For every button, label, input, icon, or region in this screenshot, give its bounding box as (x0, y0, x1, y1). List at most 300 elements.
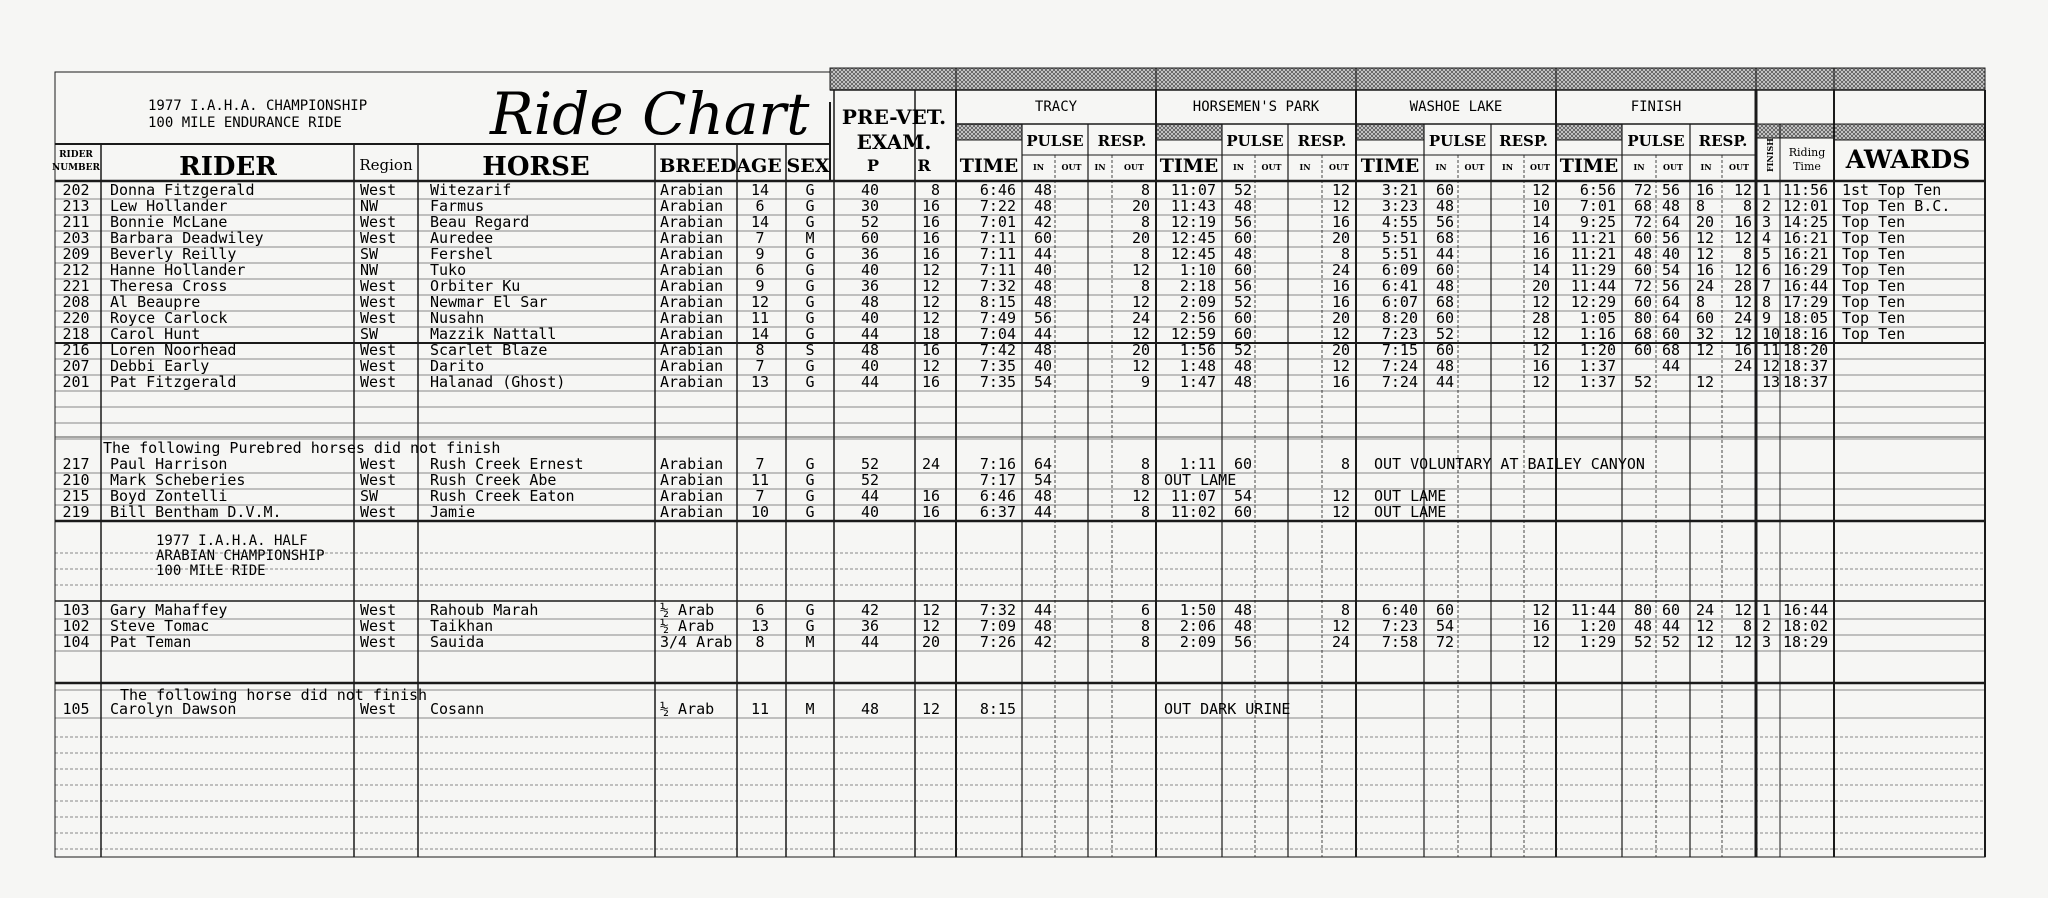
resp-in: 12 (1696, 633, 1715, 651)
pulse-in: 64 (1034, 455, 1053, 473)
col-age: AGE (736, 155, 782, 177)
prevet-pulse: 36 (861, 617, 880, 635)
col-pulse: PULSE (1627, 132, 1685, 150)
resp-in: 8 (1140, 455, 1150, 473)
pulse-in: 60 (1436, 261, 1455, 279)
resp-in: 24 (1696, 601, 1715, 619)
rider-name: Pat Fitzgerald (110, 373, 237, 391)
resp-out: 12 (1733, 229, 1752, 247)
rider-name: Hanne Hollander (110, 261, 246, 279)
horse-name: Auredee (430, 229, 494, 247)
pulse-in: 56 (1234, 213, 1253, 231)
riding-time: 18:37 (1783, 357, 1829, 375)
horse-name: Rush Creek Eaton (430, 487, 575, 505)
resp-in: 8 (1340, 245, 1350, 263)
prevet-pulse: 44 (861, 325, 880, 343)
pulse-in: 56 (1034, 309, 1053, 327)
resp-in: 16 (1531, 357, 1550, 375)
pulse-in: 60 (1634, 229, 1653, 247)
resp-in: 24 (1131, 309, 1150, 327)
checkpoint-time: 2:18 (1179, 277, 1216, 295)
half-dnf-note: The following horse did not finish (120, 686, 428, 704)
resp-in: 20 (1331, 309, 1350, 327)
prevet-resp: 16 (921, 503, 940, 521)
rider-region: NW (360, 197, 379, 215)
horse-sex: G (805, 309, 815, 327)
col-resp: RESP. (1097, 132, 1147, 150)
checkpoint-time: 1:11 (1179, 455, 1216, 473)
resp-out: 28 (1733, 277, 1752, 295)
riding-time: 14:25 (1783, 213, 1829, 231)
resp-in: 14 (1531, 213, 1550, 231)
horse-sex: G (805, 277, 815, 295)
checkpoint-time: 7:23 (1381, 617, 1418, 635)
horse-name: Farmus (430, 197, 485, 215)
resp-in: 12 (1331, 487, 1350, 505)
horse-name: Tuko (430, 261, 467, 279)
horse-name: Nusahn (430, 309, 485, 327)
horse-age: 7 (755, 455, 765, 473)
prevet-pulse: 42 (861, 601, 880, 619)
col-out: OUT (1061, 162, 1082, 172)
finish-place: 1 (1762, 181, 1772, 199)
col-resp: RESP. (1499, 132, 1548, 150)
checkpoint-time: 8:20 (1381, 309, 1418, 327)
col-time: TIME (1559, 155, 1619, 177)
horse-sex: G (805, 197, 815, 215)
pulse-in: 56 (1436, 213, 1455, 231)
horse-age: 9 (755, 277, 765, 295)
pulse-in: 44 (1436, 373, 1455, 391)
finish-place: 10 (1762, 325, 1781, 343)
checkpoint-time: 11:07 (1170, 181, 1216, 199)
col-breed: BREED (659, 155, 737, 177)
checkpoint-time: 6:41 (1381, 277, 1418, 295)
horse-sex: G (805, 503, 815, 521)
finish-hatch (1756, 68, 1834, 90)
horse-breed: Arabian (660, 357, 724, 375)
horse-sex: M (805, 229, 815, 247)
rider-region: West (360, 341, 397, 359)
rider-region: West (360, 229, 397, 247)
horse-name: Rahoub Marah (430, 601, 539, 619)
checkpoint-time: 11:21 (1570, 245, 1616, 263)
pulse-out: 60 (1662, 325, 1681, 343)
horse-sex: G (805, 293, 815, 311)
rider-name: Boyd Zontelli (110, 487, 228, 505)
resp-in: 12 (1531, 181, 1550, 199)
checkpoint-time: 7:23 (1381, 325, 1418, 343)
checkpoint-time: 11:02 (1170, 503, 1216, 521)
resp-in: 20 (1331, 341, 1350, 359)
horse-breed: Arabian (660, 181, 724, 199)
pulse-out: 44 (1662, 617, 1681, 635)
col-pulse: PULSE (1026, 132, 1084, 150)
riding-time: 18:16 (1783, 325, 1829, 343)
checkpoint-time: 7:35 (979, 373, 1016, 391)
resp-in: 12 (1696, 341, 1715, 359)
award: Top Ten (1842, 293, 1906, 311)
resp-in: 20 (1696, 213, 1715, 231)
horse-sex: G (805, 601, 815, 619)
pulse-in: 60 (1234, 309, 1253, 327)
resp-in: 16 (1531, 229, 1550, 247)
resp-in: 20 (1131, 197, 1150, 215)
checkpoint-hatch (1156, 68, 1356, 90)
checkpoint-name: HORSEMEN'S PARK (1192, 99, 1320, 115)
checkpoint-time: 11:21 (1570, 229, 1616, 247)
pulse-out: 56 (1662, 229, 1681, 247)
award: Top Ten (1842, 277, 1906, 295)
resp-in: 60 (1696, 309, 1715, 327)
pulse-in: 44 (1034, 245, 1053, 263)
pulse-in: 48 (1034, 487, 1053, 505)
resp-out: 12 (1733, 633, 1752, 651)
rider-number: 218 (62, 325, 90, 343)
resp-in: 32 (1696, 325, 1715, 343)
resp-in: 16 (1531, 245, 1550, 263)
horse-name: Rush Creek Abe (430, 471, 557, 489)
rider-name: Donna Fitzgerald (110, 181, 255, 199)
checkpoint-time: 7:17 (979, 471, 1016, 489)
horse-breed: Arabian (660, 277, 724, 295)
resp-in: 16 (1331, 293, 1350, 311)
pulse-out: 56 (1662, 277, 1681, 295)
table-text (52, 80, 1970, 718)
resp-in: 24 (1696, 277, 1715, 295)
checkpoint-time: 1:37 (1579, 357, 1616, 375)
prevet-resp: 12 (921, 293, 940, 311)
pulse-in: 44 (1034, 325, 1053, 343)
col-resp: RESP. (1297, 132, 1347, 150)
horse-sex: G (805, 617, 815, 635)
prevet-pulse: 36 (861, 277, 880, 295)
checkpoint-time: 7:11 (979, 245, 1016, 263)
checkpoint-time: 7:04 (979, 325, 1016, 343)
col-rider-number-l1: RIDER (59, 150, 93, 160)
riding-time: 16:21 (1783, 229, 1829, 247)
col-pulse: PULSE (1428, 132, 1487, 150)
rider-region: West (360, 373, 397, 391)
rider-region: West (360, 617, 397, 635)
col-awards: AWARDS (1845, 145, 1971, 174)
pulse-in: 42 (1034, 633, 1053, 651)
horse-sex: G (805, 213, 815, 231)
pulse-in: 48 (1234, 197, 1253, 215)
checkpoint-time: 7:01 (979, 213, 1016, 231)
prevet-pulse: 48 (861, 341, 880, 359)
pulse-in: 48 (1634, 245, 1653, 263)
horse-name: Jamie (430, 503, 476, 521)
riding-time: 12:01 (1783, 197, 1829, 215)
horse-name: Mazzik Nattall (430, 325, 557, 343)
resp-out: 16 (1733, 341, 1752, 359)
rider-name: Paul Harrison (110, 455, 228, 473)
riding-time: 18:02 (1783, 617, 1829, 635)
checkpoint-time: 7:11 (979, 229, 1016, 247)
rider-region: SW (360, 325, 379, 343)
awards-sub-hatch (1834, 124, 1985, 140)
checkpoint-time: 7:16 (979, 455, 1016, 473)
col-in: IN (1435, 162, 1447, 172)
checkpoint-time: 12:19 (1170, 213, 1216, 231)
col-in: IN (1700, 162, 1712, 172)
col-time: TIME (1360, 155, 1420, 177)
pulse-in: 60 (1234, 261, 1253, 279)
rider-name: Al Beaupre (110, 293, 201, 311)
horse-breed: Arabian (660, 341, 724, 359)
horse-age: 11 (750, 700, 770, 718)
resp-in: 10 (1531, 197, 1550, 215)
finish-place: 3 (1762, 633, 1772, 651)
checkpoint-name: TRACY (1034, 99, 1078, 115)
pulse-in: 54 (1234, 487, 1253, 505)
pulse-in: 48 (1234, 617, 1253, 635)
pulse-in: 60 (1234, 229, 1253, 247)
prevet-resp: 12 (921, 309, 940, 327)
horse-sex: G (805, 325, 815, 343)
horse-age: 6 (755, 197, 765, 215)
pulse-out: 64 (1662, 213, 1681, 231)
horse-age: 12 (750, 293, 770, 311)
rider-region: West (360, 213, 397, 231)
horse-breed: Arabian (660, 373, 724, 391)
checkpoint-time: 3:23 (1381, 197, 1418, 215)
rider-name: Mark Scheberies (110, 471, 246, 489)
resp-in: 16 (1331, 373, 1350, 391)
pulse-in: 72 (1634, 181, 1653, 199)
pulse-in: 72 (1634, 213, 1653, 231)
rider-name: Royce Carlock (110, 309, 228, 327)
rider-region: SW (360, 245, 379, 263)
chart-title: Ride Chart (490, 80, 810, 148)
checkpoint-time: 7:58 (1381, 633, 1418, 651)
half-title-line2: ARABIAN CHAMPIONSHIP (156, 548, 325, 564)
rider-name: Lew Hollander (110, 197, 228, 215)
col-out: OUT (1729, 162, 1749, 172)
resp-in: 12 (1131, 325, 1150, 343)
horse-sex: G (805, 261, 815, 279)
checkpoint-time: 2:06 (1179, 617, 1216, 635)
horse-breed: 3/4 Arab (660, 633, 733, 651)
rider-number: 216 (62, 341, 90, 359)
horse-age: 10 (750, 503, 770, 521)
checkpoint-time: 7:24 (1381, 357, 1418, 375)
dnf-remark: OUT LAME (1164, 471, 1237, 489)
rider-number: 207 (62, 357, 90, 375)
rider-region: NW (360, 261, 379, 279)
horse-sex: G (805, 455, 815, 473)
checkpoint-time: 11:07 (1170, 487, 1216, 505)
checkpoint-time: 1:20 (1579, 341, 1616, 359)
rider-number: 212 (62, 261, 90, 279)
resp-in: 16 (1696, 181, 1715, 199)
pulse-in: 54 (1034, 471, 1053, 489)
rider-region: West (360, 293, 397, 311)
checkpoint-time: 6:56 (1579, 181, 1616, 199)
prevet-resp: 16 (921, 213, 940, 231)
col-resp: RESP. (1698, 132, 1748, 150)
prevet-resp: 12 (921, 261, 940, 279)
resp-in: 12 (1331, 197, 1350, 215)
resp-in: 12 (1696, 229, 1715, 247)
rider-region: West (360, 601, 397, 619)
award: Top Ten (1842, 213, 1906, 231)
rider-region: West (360, 309, 397, 327)
prevet-pulse: 52 (861, 213, 880, 231)
horse-name: Halanad (Ghost) (430, 373, 566, 391)
finish-place: 11 (1762, 341, 1781, 359)
pulse-in: 48 (1436, 357, 1455, 375)
rider-number: 209 (62, 245, 90, 263)
resp-in: 8 (1696, 197, 1706, 215)
prevet-resp: 12 (921, 617, 940, 635)
checkpoint-time: 1:48 (1179, 357, 1216, 375)
resp-out: 12 (1733, 293, 1752, 311)
horse-name: Rush Creek Ernest (430, 455, 584, 473)
checkpoint-time: 6:46 (979, 487, 1016, 505)
prevet-pulse: 40 (861, 503, 880, 521)
prevet-resp: 16 (921, 245, 940, 263)
checkpoint-time: 8:15 (979, 700, 1016, 718)
resp-in: 20 (1131, 229, 1150, 247)
col-prevet-l2: EXAM. (856, 130, 932, 154)
resp-out: 24 (1733, 357, 1752, 375)
pulse-in: 68 (1634, 197, 1653, 215)
resp-in: 12 (1131, 487, 1150, 505)
pulse-out: 56 (1662, 181, 1681, 199)
pulse-in: 48 (1034, 341, 1053, 359)
resp-in: 8 (1340, 455, 1350, 473)
dnf-remark: OUT DARK URINE (1164, 700, 1291, 718)
resp-in: 9 (1140, 373, 1150, 391)
prevet-resp: 20 (921, 633, 940, 651)
col-pulse: PULSE (1226, 132, 1284, 150)
prevet-resp: 12 (921, 601, 940, 619)
prevet-pulse: 36 (861, 245, 880, 263)
rider-region: West (360, 181, 397, 199)
rider-region: West (360, 277, 397, 295)
pulse-out: 48 (1662, 197, 1681, 215)
col-out: OUT (1329, 162, 1349, 172)
prevet-pulse: 40 (861, 357, 880, 375)
finish-place: 7 (1762, 277, 1772, 295)
col-in: IN (1299, 162, 1311, 172)
rider-region: West (360, 455, 397, 473)
pulse-in: 48 (1034, 617, 1053, 635)
prevet-pulse: 40 (861, 261, 880, 279)
col-in: IN (1501, 162, 1514, 172)
rider-name: Beverly Reilly (110, 245, 237, 263)
pulse-in: 44 (1436, 245, 1455, 263)
rider-name: Bill Bentham D.V.M. (110, 503, 282, 521)
col-prevet-l1: PRE-VET. (841, 105, 947, 129)
pulse-out: 40 (1662, 245, 1681, 263)
time-hatch (1556, 124, 1622, 140)
prevet-pulse: 48 (861, 700, 880, 718)
pulse-in: 68 (1436, 293, 1455, 311)
pulse-in: 52 (1634, 373, 1653, 391)
pulse-in: 48 (1234, 245, 1253, 263)
prevet-pulse: 44 (861, 487, 880, 505)
finish-place: 4 (1762, 229, 1772, 247)
checkpoint-time: 9:25 (1579, 213, 1616, 231)
pulse-in: 48 (1034, 197, 1053, 215)
prevet-resp: 16 (921, 229, 940, 247)
rider-name: Gary Mahaffey (110, 601, 228, 619)
horse-name: Scarlet Blaze (430, 341, 548, 359)
pulse-in: 68 (1436, 229, 1455, 247)
checkpoint-time: 7:09 (979, 617, 1016, 635)
checkpoint-time: 1:47 (1179, 373, 1216, 391)
rider-name: Bonnie McLane (110, 213, 228, 231)
rider-region: SW (360, 487, 379, 505)
checkpoint-time: 12:29 (1570, 293, 1616, 311)
checkpoint-time: 7:49 (979, 309, 1016, 327)
dnf-remark: OUT LAME (1374, 503, 1447, 521)
prevet-resp: 16 (921, 197, 940, 215)
checkpoint-time: 12:59 (1170, 325, 1216, 343)
pulse-in: 80 (1634, 601, 1653, 619)
rider-number: 104 (62, 633, 90, 651)
checkpoint-name: WASHOE LAKE (1409, 99, 1503, 115)
checkpoint-time: 4:55 (1381, 213, 1418, 231)
col-rider: RIDER (179, 152, 277, 182)
pulse-in: 52 (1234, 341, 1253, 359)
pulse-in: 60 (1634, 261, 1653, 279)
prevet-pulse: 52 (861, 455, 880, 473)
riding-time: 18:29 (1783, 633, 1829, 651)
checkpoint-time: 11:44 (1570, 277, 1616, 295)
event-title-line2: 100 MILE ENDURANCE RIDE (148, 115, 342, 131)
rider-number: 210 (62, 471, 90, 489)
horse-sex: G (805, 471, 815, 489)
rider-name: Steve Tomac (110, 617, 210, 635)
checkpoint-time: 3:21 (1381, 181, 1418, 199)
prevet-resp: 16 (921, 487, 940, 505)
prevet-resp: 12 (921, 357, 940, 375)
col-riding-time-l2: Time (1793, 160, 1821, 173)
checkpoint-time: 12:45 (1170, 245, 1216, 263)
riding-hatch (1756, 124, 1834, 138)
resp-in: 8 (1140, 633, 1150, 651)
pulse-in: 60 (1234, 503, 1253, 521)
col-out: OUT (1124, 162, 1144, 172)
horse-name: Newmar El Sar (430, 293, 548, 311)
col-prevet-p: P (866, 156, 880, 175)
prevet-resp: 12 (921, 277, 940, 295)
time-hatch (1156, 124, 1222, 140)
prevet-pulse: 44 (861, 633, 880, 651)
pulse-in: 72 (1436, 633, 1455, 651)
resp-in: 12 (1696, 373, 1715, 391)
pulse-in: 48 (1234, 601, 1253, 619)
resp-out: 12 (1733, 325, 1752, 343)
col-rider-number-l2: NUMBER (52, 163, 100, 173)
horse-age: 8 (755, 341, 765, 359)
checkpoint-time: 1:50 (1179, 601, 1216, 619)
checkpoint-time: 1:16 (1579, 325, 1616, 343)
horse-breed: Arabian (660, 197, 724, 215)
finish-place: 2 (1762, 617, 1772, 635)
prevet-resp: 12 (921, 700, 940, 718)
event-title-line1: 1977 I.A.H.A. CHAMPIONSHIP (148, 98, 368, 114)
prevet-pulse: 48 (861, 293, 880, 311)
checkpoint-time: 7:42 (979, 341, 1016, 359)
resp-in: 8 (1140, 503, 1150, 521)
riding-time: 16:21 (1783, 245, 1829, 263)
resp-out: 24 (1733, 309, 1752, 327)
